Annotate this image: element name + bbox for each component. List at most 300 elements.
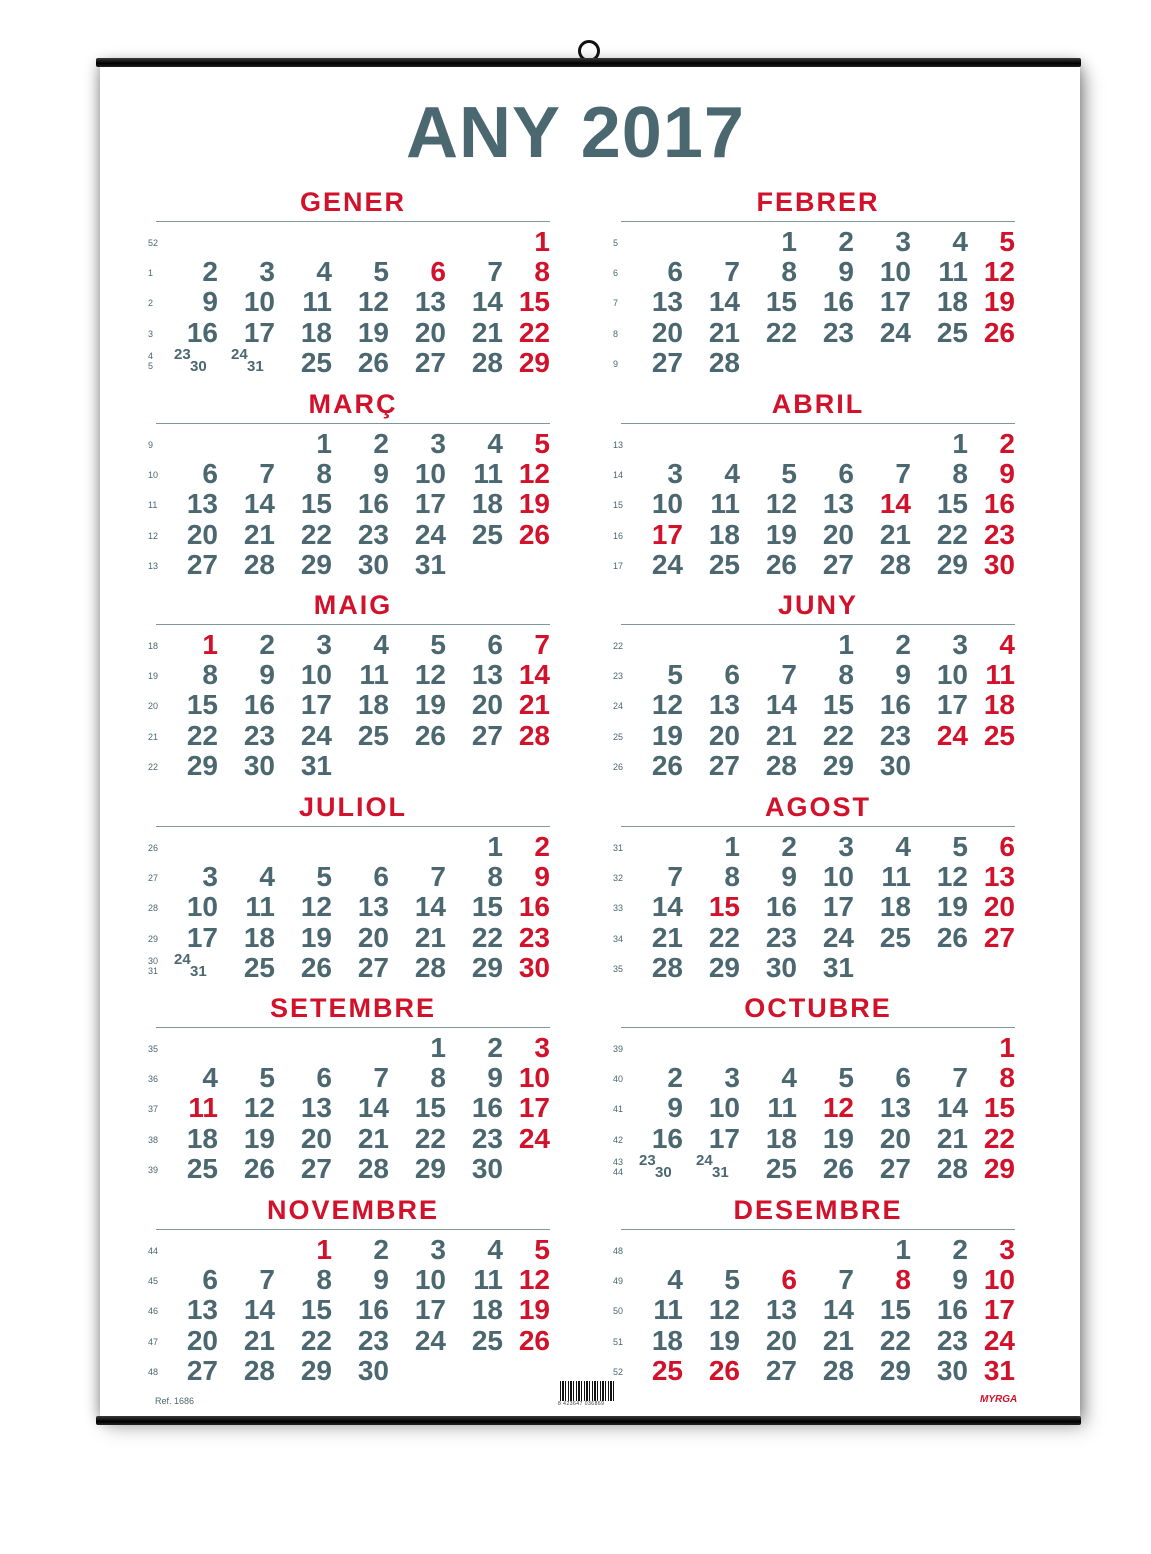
week-number: 24	[613, 701, 624, 712]
day-number: 3	[667, 458, 683, 490]
day-number: 29	[300, 548, 332, 580]
day-number: 3	[952, 629, 968, 660]
month-gener	[148, 187, 550, 387]
day-number: 10	[186, 891, 218, 923]
day-number: 15	[300, 1294, 332, 1326]
day-number: 17	[186, 921, 218, 953]
day-number: 2	[373, 428, 389, 459]
day-number: 21	[243, 1324, 275, 1356]
day-number: 22	[471, 921, 503, 953]
day-number: 14	[414, 891, 446, 923]
day-number: 16	[471, 1092, 503, 1124]
day-number: 21	[651, 921, 683, 953]
holiday-day: 2	[999, 428, 1015, 459]
week-row	[148, 256, 550, 288]
day-number: 18	[765, 1122, 797, 1154]
day-number: 14	[651, 891, 683, 923]
week-row	[613, 286, 1015, 318]
week-row	[613, 831, 1015, 862]
day-number: 12	[765, 488, 797, 520]
month-maig	[148, 590, 550, 790]
day-number: 12	[936, 861, 968, 893]
holiday-day: 24	[936, 719, 968, 751]
day-number: 21	[357, 1122, 389, 1154]
day-number: 16	[765, 891, 797, 923]
day-number: 12	[357, 286, 389, 318]
week-row	[613, 226, 1015, 257]
day-number: 31	[712, 1163, 729, 1181]
holiday-day: 25	[651, 1354, 683, 1386]
holiday-day: 10	[518, 1062, 550, 1094]
day-number: 19	[651, 719, 683, 751]
day-number: 19	[936, 891, 968, 923]
day-number: 17	[708, 1122, 740, 1154]
holiday-day: 3	[999, 1234, 1015, 1265]
holiday-day: 16	[518, 891, 550, 923]
day-number: 28	[471, 346, 503, 378]
day-number: 8	[952, 458, 968, 490]
week-row	[613, 951, 1015, 983]
day-number: 10	[708, 1092, 740, 1124]
day-number: 29	[708, 951, 740, 983]
holiday-day: 31	[983, 1354, 1015, 1386]
week-number: 33	[613, 903, 624, 914]
week-row	[148, 488, 550, 520]
week-number: 34	[613, 933, 624, 944]
week-number: 35	[613, 963, 624, 974]
holiday-day: 26	[708, 1354, 740, 1386]
day-number: 4	[952, 226, 968, 257]
day-number: 12	[414, 659, 446, 691]
day-number: 25	[357, 719, 389, 751]
week-number: 50	[613, 1306, 624, 1317]
day-number: 19	[765, 518, 797, 550]
week-number: 35	[148, 1044, 159, 1054]
holiday-day: 14	[518, 659, 550, 691]
holiday-day: 16	[983, 488, 1015, 520]
day-number: 30	[936, 1354, 968, 1386]
day-number: 5	[838, 1062, 854, 1094]
day-number: 22	[414, 1122, 446, 1154]
month-agost	[613, 792, 1015, 992]
day-number: 25	[936, 316, 968, 348]
week-row	[148, 1122, 550, 1154]
day-number: 31	[822, 951, 854, 983]
day-number: 7	[781, 659, 797, 691]
day-number: 8	[838, 659, 854, 691]
day-number: 20	[471, 689, 503, 721]
week-number: 51	[613, 1336, 624, 1347]
holiday-day: 24	[518, 1122, 550, 1154]
month-name: DESEMBRE	[733, 1195, 903, 1225]
day-number: 19	[357, 316, 389, 348]
week-number: 52	[148, 238, 159, 248]
week-number: 6	[613, 268, 619, 279]
month-desembre	[613, 1195, 1015, 1395]
day-number: 11	[653, 1294, 683, 1326]
day-number: 14	[471, 286, 503, 318]
holiday-day: 22	[518, 316, 550, 348]
week-number: 52	[613, 1366, 624, 1377]
holiday-day: 2	[534, 831, 550, 862]
day-number: 25	[300, 346, 332, 378]
week-number: 18	[148, 641, 159, 651]
day-number: 6	[487, 629, 503, 660]
day-number: 13	[879, 1092, 911, 1124]
week-number: 45	[148, 1276, 159, 1287]
day-number: 19	[414, 689, 446, 721]
week-number: 48	[148, 1366, 159, 1377]
week-number: 27	[148, 873, 159, 884]
day-number: 16	[357, 488, 389, 520]
week-row	[148, 749, 550, 781]
day-number: 26	[936, 921, 968, 953]
day-number: 10	[879, 256, 911, 288]
day-number: 15	[414, 1092, 446, 1124]
week-row	[148, 950, 550, 983]
month-divider	[156, 1229, 550, 1230]
day-number: 11	[359, 659, 389, 691]
day-number: 2	[259, 629, 275, 660]
week-number: 4 5	[148, 350, 154, 371]
day-number: 15	[936, 488, 968, 520]
day-cell-shared	[639, 1151, 679, 1184]
month-divider	[156, 624, 550, 625]
month-name: MARÇ	[308, 389, 398, 419]
day-number: 14	[708, 286, 740, 318]
day-number: 16	[186, 316, 218, 348]
day-number: 30	[655, 1163, 672, 1181]
week-row	[148, 1062, 550, 1094]
day-number: 20	[414, 316, 446, 348]
day-number: 31	[247, 357, 264, 375]
week-row	[613, 1092, 1015, 1124]
day-number: 25	[471, 1324, 503, 1356]
reference-code: Ref. 1686	[155, 1396, 195, 1406]
week-row	[148, 1294, 550, 1326]
day-number: 18	[471, 1294, 503, 1326]
day-number: 16	[822, 286, 854, 318]
day-number: 6	[316, 1062, 332, 1094]
day-number: 5	[373, 256, 389, 288]
week-number: 9	[148, 440, 154, 450]
day-number: 26	[357, 346, 389, 378]
holiday-day: 25	[983, 719, 1015, 751]
day-number: 24	[696, 1151, 713, 1169]
day-number: 20	[186, 1324, 218, 1356]
day-number: 23	[639, 1151, 656, 1169]
day-number: 25	[186, 1152, 218, 1184]
day-number: 7	[952, 1062, 968, 1094]
day-number: 24	[174, 950, 191, 968]
week-row	[148, 1264, 550, 1296]
day-number: 3	[430, 428, 446, 459]
day-number: 7	[838, 1264, 854, 1296]
day-number: 30	[765, 951, 797, 983]
day-number: 25	[708, 548, 740, 580]
week-row	[613, 1324, 1015, 1356]
week-row	[613, 256, 1015, 288]
day-number: 27	[357, 951, 389, 983]
day-number: 16	[243, 689, 275, 721]
month-name: FEBRER	[756, 187, 880, 217]
week-number: 8	[613, 328, 619, 339]
week-number: 29	[148, 933, 159, 944]
week-number: 39	[613, 1044, 624, 1054]
day-number: 21	[471, 316, 503, 348]
day-number: 30	[243, 749, 275, 781]
day-number: 28	[357, 1152, 389, 1184]
day-number: 11	[302, 286, 332, 318]
week-number: 1	[148, 268, 154, 279]
day-cell-shared	[174, 950, 214, 983]
week-row	[148, 518, 550, 550]
day-number: 2	[952, 1234, 968, 1265]
month-name: OCTUBRE	[744, 993, 892, 1023]
day-number: 27	[414, 346, 446, 378]
week-row	[613, 346, 1015, 378]
week-row	[148, 316, 550, 348]
day-number: 31	[190, 962, 207, 980]
holiday-day: 8	[999, 1062, 1015, 1094]
week-number: 26	[613, 761, 624, 772]
holiday-day: 1	[202, 629, 218, 660]
day-number: 1	[895, 1234, 911, 1265]
day-number: 16	[651, 1122, 683, 1154]
day-number: 1	[838, 629, 854, 660]
day-number: 7	[487, 256, 503, 288]
day-number: 18	[936, 286, 968, 318]
week-number: 36	[148, 1074, 159, 1085]
day-number: 17	[243, 316, 275, 348]
day-number: 9	[487, 1062, 503, 1094]
day-number: 31	[300, 749, 332, 781]
holiday-day: 7	[534, 629, 550, 660]
week-row	[613, 749, 1015, 781]
holiday-day: 6	[430, 256, 446, 288]
day-number: 11	[881, 861, 911, 893]
month-divider	[621, 221, 1015, 222]
day-number: 21	[414, 921, 446, 953]
day-number: 4	[895, 831, 911, 862]
month-name: GENER	[299, 187, 407, 217]
week-number: 20	[148, 701, 159, 712]
day-number: 22	[879, 1324, 911, 1356]
holiday-day: 6	[781, 1264, 797, 1296]
week-row	[613, 1264, 1015, 1296]
week-number: 39	[148, 1164, 159, 1175]
day-number: 13	[186, 488, 218, 520]
week-number: 3	[148, 328, 154, 339]
day-number: 4	[202, 1062, 218, 1094]
month-name: JULIOL	[298, 792, 407, 822]
day-number: 10	[651, 488, 683, 520]
day-number: 28	[243, 1354, 275, 1386]
holiday-day: 12	[518, 1264, 550, 1296]
week-number: 11	[148, 500, 158, 511]
week-number: 7	[613, 298, 619, 309]
day-number: 7	[724, 256, 740, 288]
day-number: 4	[487, 428, 503, 459]
day-number: 11	[767, 1092, 797, 1124]
week-row	[148, 659, 550, 691]
month-divider	[621, 1027, 1015, 1028]
week-number: 15	[613, 500, 624, 511]
day-number: 27	[471, 719, 503, 751]
week-row	[148, 921, 550, 953]
week-row	[613, 1062, 1015, 1094]
day-number: 28	[414, 951, 446, 983]
day-number: 19	[300, 921, 332, 953]
day-number: 22	[936, 518, 968, 550]
day-number: 30	[471, 1152, 503, 1184]
day-number: 4	[487, 1234, 503, 1265]
day-number: 9	[667, 1092, 683, 1124]
week-row	[613, 548, 1015, 580]
day-number: 24	[414, 1324, 446, 1356]
week-row	[148, 719, 550, 751]
day-number: 3	[838, 831, 854, 862]
day-number: 22	[300, 1324, 332, 1356]
week-row	[148, 458, 550, 490]
holiday-day: 19	[983, 286, 1015, 318]
month-març	[148, 389, 550, 589]
day-number: 14	[357, 1092, 389, 1124]
day-number: 23	[879, 719, 911, 751]
week-number: 22	[613, 641, 624, 651]
day-number: 4	[724, 458, 740, 490]
day-number: 29	[936, 548, 968, 580]
holiday-day: 26	[518, 518, 550, 550]
day-number: 2	[895, 629, 911, 660]
day-number: 26	[765, 548, 797, 580]
holiday-day: 26	[983, 316, 1015, 348]
day-number: 1	[316, 428, 332, 459]
day-number: 4	[781, 1062, 797, 1094]
holiday-day: 14	[879, 488, 911, 520]
week-number: 48	[613, 1246, 624, 1256]
week-row	[148, 428, 550, 459]
week-row	[613, 1294, 1015, 1326]
day-number: 2	[487, 1032, 503, 1063]
day-number: 13	[822, 488, 854, 520]
day-number: 9	[202, 286, 218, 318]
week-row	[613, 861, 1015, 893]
holiday-day: 5	[534, 428, 550, 459]
day-number: 19	[708, 1324, 740, 1356]
holiday-day: 1	[534, 226, 550, 257]
day-number: 10	[414, 458, 446, 490]
holiday-day: 4	[999, 629, 1015, 660]
day-number: 5	[259, 1062, 275, 1094]
week-number: 49	[613, 1276, 624, 1287]
holiday-day: 11	[985, 659, 1015, 691]
day-number: 2	[373, 1234, 389, 1265]
week-row	[148, 226, 550, 257]
week-row	[613, 458, 1015, 490]
week-number: 13	[148, 560, 159, 571]
holiday-day: 18	[983, 689, 1015, 721]
day-number: 29	[300, 1354, 332, 1386]
day-number: 18	[471, 488, 503, 520]
week-number: 25	[613, 731, 624, 742]
day-number: 1	[781, 226, 797, 257]
week-number: 2	[148, 298, 154, 309]
month-name: JUNY	[777, 590, 859, 620]
holiday-day: 22	[983, 1122, 1015, 1154]
holiday-day: 8	[534, 256, 550, 288]
week-row	[148, 345, 550, 378]
month-divider	[621, 624, 1015, 625]
day-number: 27	[651, 346, 683, 378]
day-number: 20	[708, 719, 740, 751]
day-number: 3	[430, 1234, 446, 1265]
day-number: 13	[414, 286, 446, 318]
day-number: 14	[765, 689, 797, 721]
day-number: 5	[430, 629, 446, 660]
holiday-day: 30	[518, 951, 550, 983]
day-number: 5	[667, 659, 683, 691]
holiday-day: 17	[651, 518, 683, 550]
day-number: 14	[822, 1294, 854, 1326]
day-number: 31	[414, 548, 446, 580]
day-number: 4	[667, 1264, 683, 1296]
day-number: 9	[952, 1264, 968, 1296]
day-number: 16	[357, 1294, 389, 1326]
day-number: 5	[952, 831, 968, 862]
day-number: 24	[300, 719, 332, 751]
week-row	[148, 548, 550, 580]
day-number: 14	[936, 1092, 968, 1124]
day-number: 10	[243, 286, 275, 318]
week-number: 28	[148, 903, 159, 914]
day-number: 7	[430, 861, 446, 893]
day-number: 17	[414, 488, 446, 520]
week-number: 32	[613, 873, 624, 884]
day-number: 25	[879, 921, 911, 953]
week-row	[613, 659, 1015, 691]
day-number: 27	[300, 1152, 332, 1184]
week-row	[148, 629, 550, 660]
day-number: 21	[822, 1324, 854, 1356]
month-divider	[156, 221, 550, 222]
holiday-day: 27	[983, 921, 1015, 953]
day-number: 15	[471, 891, 503, 923]
day-number: 3	[724, 1062, 740, 1094]
month-juliol	[148, 792, 550, 992]
holiday-day: 28	[518, 719, 550, 751]
bottom-hanging-rod	[96, 1416, 1081, 1425]
holiday-day: 29	[518, 346, 550, 378]
day-number: 16	[879, 689, 911, 721]
week-row	[613, 518, 1015, 550]
day-number: 18	[300, 316, 332, 348]
month-name: AGOST	[764, 792, 871, 822]
day-number: 6	[667, 256, 683, 288]
day-number: 13	[471, 659, 503, 691]
day-number: 27	[186, 548, 218, 580]
day-number: 24	[231, 345, 248, 363]
day-number: 20	[357, 921, 389, 953]
day-number: 18	[186, 1122, 218, 1154]
day-number: 2	[781, 831, 797, 862]
week-row	[613, 1032, 1015, 1063]
day-number: 22	[765, 316, 797, 348]
holiday-day: 17	[518, 1092, 550, 1124]
day-number: 17	[879, 286, 911, 318]
day-number: 13	[186, 1294, 218, 1326]
holiday-day: 19	[518, 1294, 550, 1326]
